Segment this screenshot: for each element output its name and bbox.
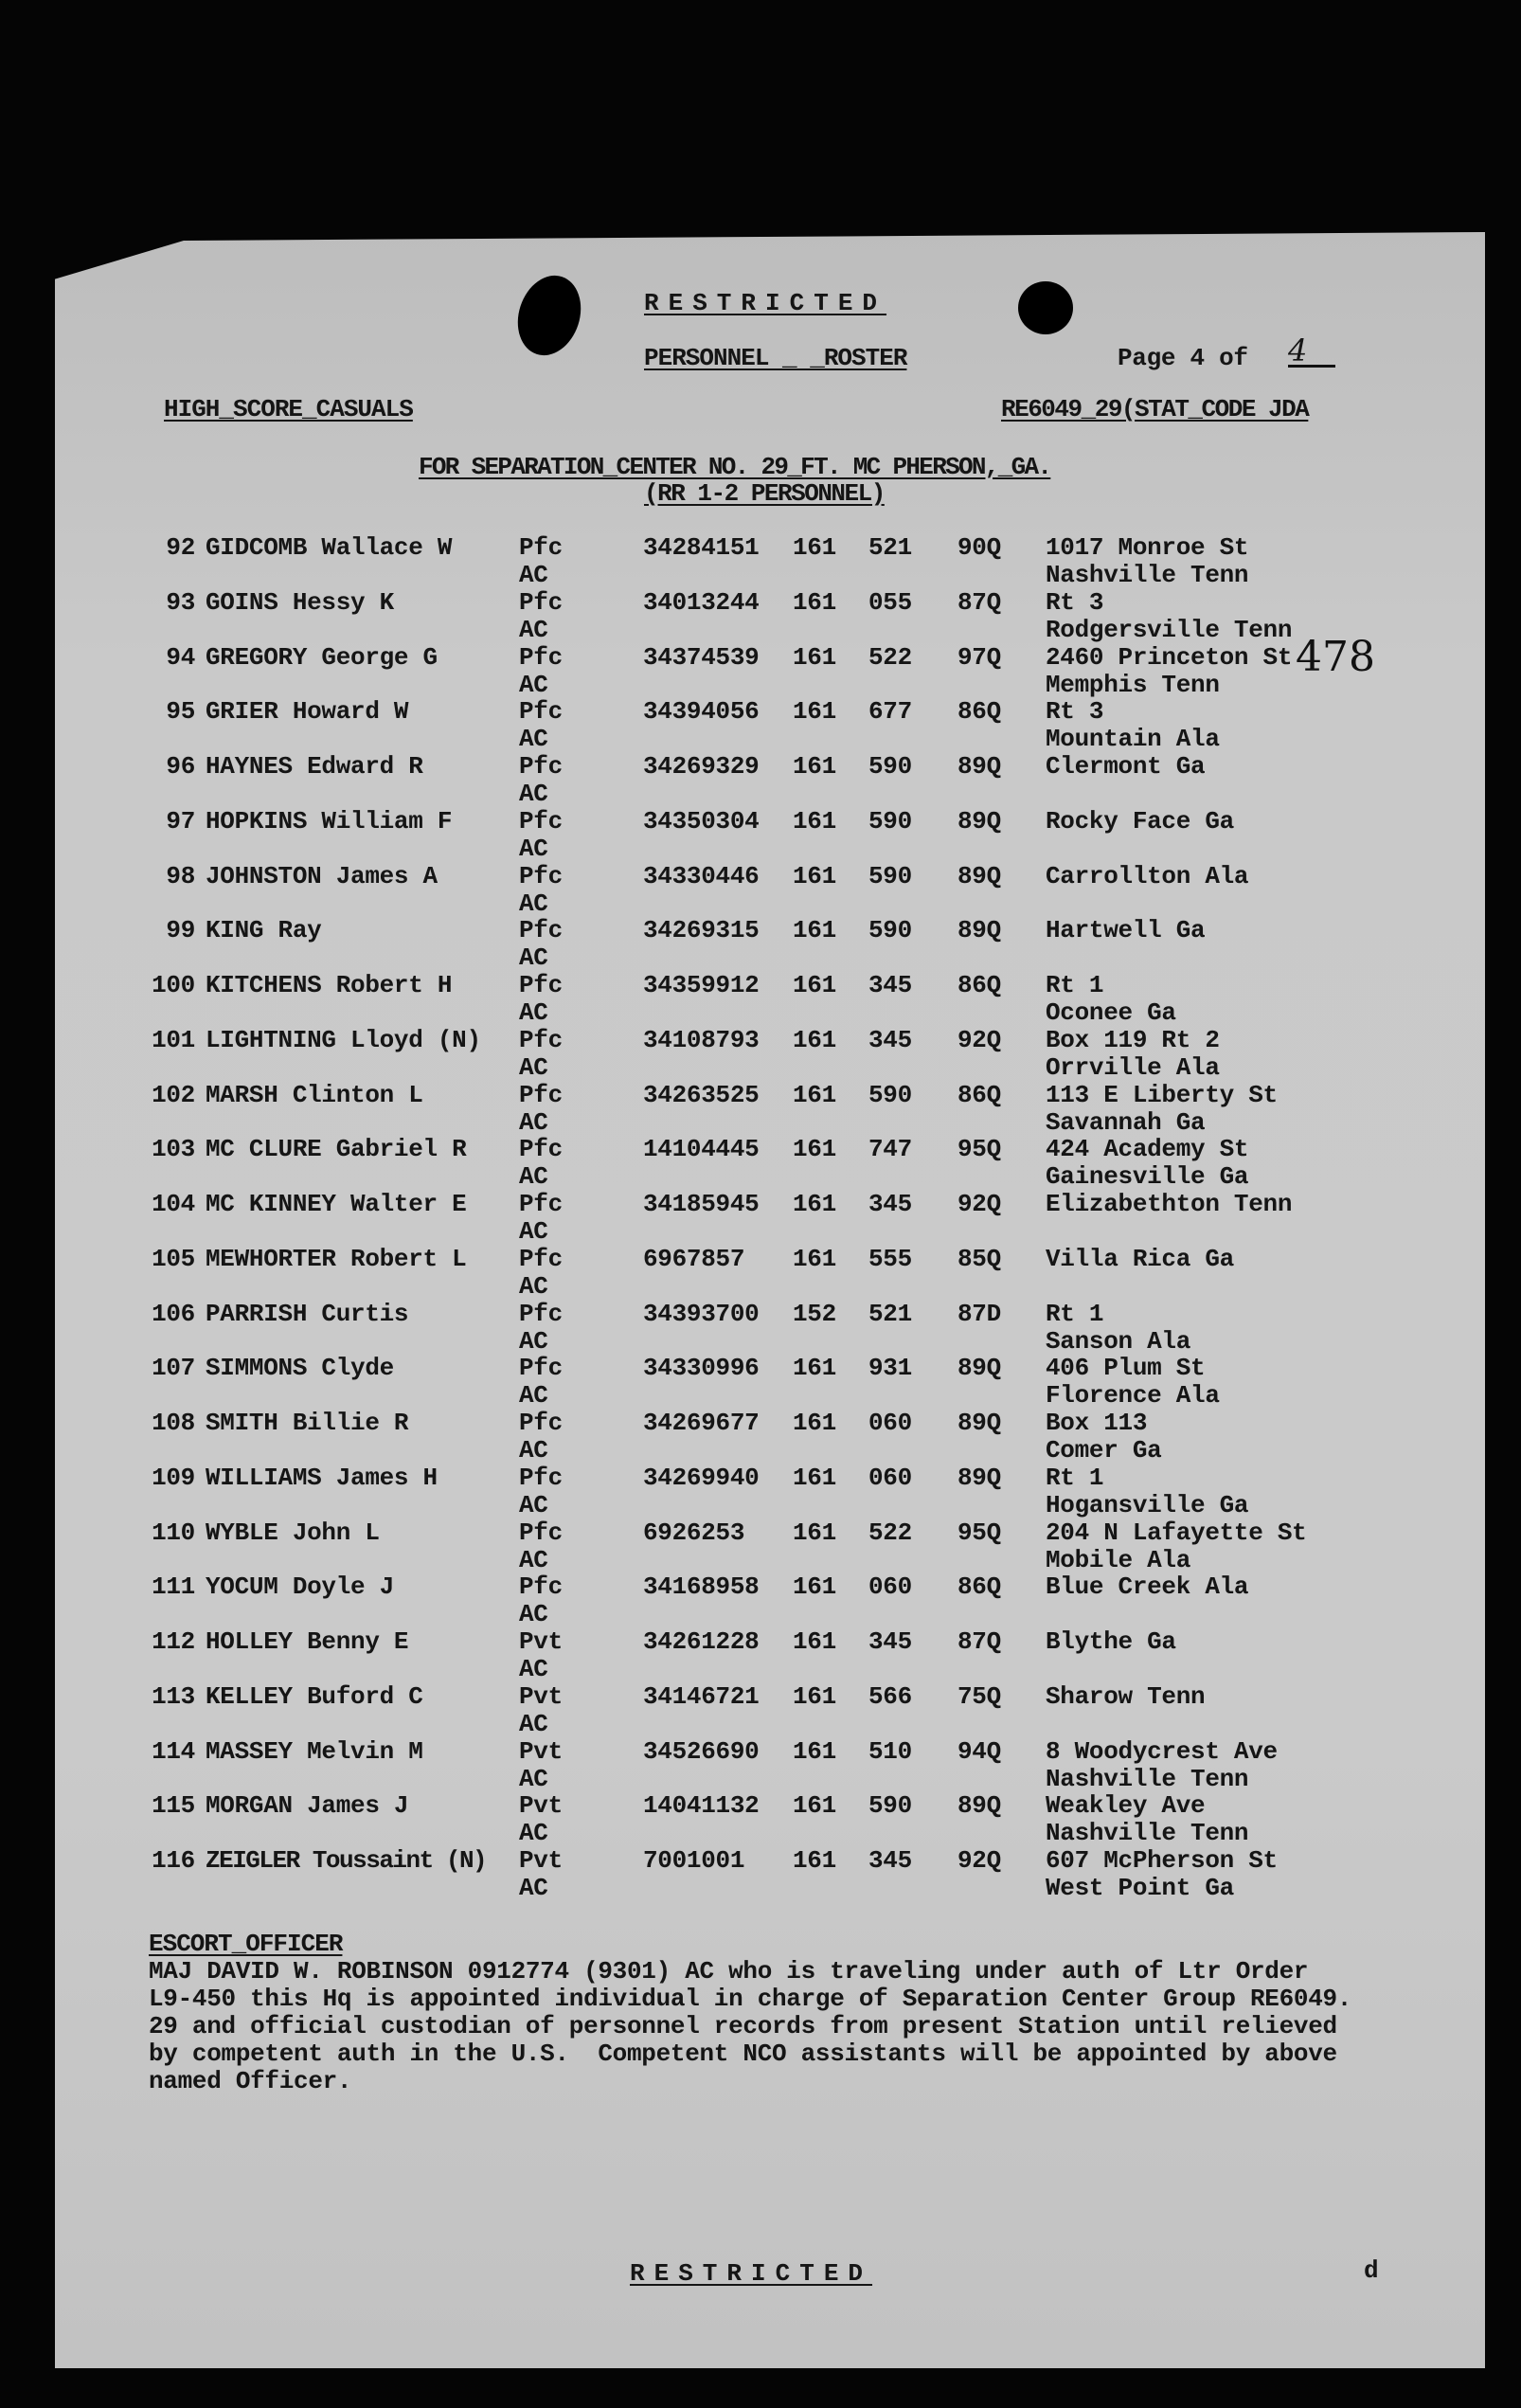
cell-serial: 7001001: [643, 1846, 745, 1875]
cell-c1: 161: [793, 861, 836, 890]
cell-addr1: 204 N Lafayette St: [1046, 1518, 1307, 1547]
unit-name: HIGH_SCORE_CASUALS: [164, 395, 413, 423]
cell-grade: Pfc: [519, 533, 563, 562]
cell-serial: 14104445: [643, 1135, 760, 1164]
cell-branch: AC: [519, 1326, 548, 1356]
cell-name: YOCUM Doyle J: [206, 1572, 394, 1602]
cell-grade: Pfc: [519, 697, 563, 727]
cell-addr2: Comer Ga: [1046, 1436, 1162, 1465]
cell-serial: 34261228: [643, 1627, 760, 1656]
cell-c1: 161: [793, 1135, 836, 1164]
cell-no: 104: [152, 1190, 195, 1218]
cell-addr1: Blythe Ga: [1046, 1627, 1176, 1656]
cell-name: LIGHTNING Lloyd (N): [206, 1025, 481, 1054]
cell-grade: Pfc: [519, 1463, 563, 1492]
cell-serial: 34269677: [643, 1409, 760, 1437]
cell-c3: 89Q: [957, 1463, 1001, 1492]
cell-branch: AC: [519, 1709, 548, 1738]
cell-no: 110: [152, 1518, 195, 1547]
cell-grade: Pvt: [519, 1681, 563, 1711]
cell-c2: 521: [868, 1299, 912, 1328]
cell-c3: 97Q: [957, 642, 1001, 672]
cell-c2: 677: [868, 697, 912, 727]
cell-name: GIDCOMB Wallace W: [206, 533, 453, 562]
document-title: PERSONNEL _ _ROSTER: [644, 344, 907, 372]
cell-name: SIMMONS Clyde: [206, 1354, 394, 1383]
cell-c1: 161: [793, 1190, 836, 1218]
cell-addr1: Rt 1: [1046, 1299, 1104, 1328]
classification-header: RESTRICTED: [644, 289, 887, 317]
cell-c2: 590: [868, 806, 912, 836]
cell-addr1: Rt 3: [1046, 587, 1104, 617]
cell-c3: 89Q: [957, 1354, 1001, 1383]
cell-c3: 89Q: [957, 1791, 1001, 1821]
cell-c1: 161: [793, 1409, 836, 1437]
cell-no: 105: [152, 1244, 195, 1273]
cell-addr2: Mobile Ala: [1046, 1545, 1191, 1574]
cell-serial: 34350304: [643, 806, 760, 836]
cell-addr1: Rt 3: [1046, 697, 1104, 727]
cell-c2: 590: [868, 1791, 912, 1821]
cell-c2: 510: [868, 1736, 912, 1766]
cell-c1: 161: [793, 1736, 836, 1766]
cell-c1: 161: [793, 1681, 836, 1711]
cell-grade: Pfc: [519, 806, 563, 836]
cell-c1: 161: [793, 1025, 836, 1054]
cell-no: 107: [152, 1354, 195, 1383]
destination-line-1: FOR SEPARATION_CENTER NO. 29_FT. MC PHERSON,_GA.: [419, 453, 1051, 481]
cell-branch: AC: [519, 1107, 548, 1137]
cell-no: 116: [152, 1846, 195, 1875]
cell-name: MORGAN James J: [206, 1791, 409, 1821]
cell-name: PARRISH Curtis: [206, 1299, 409, 1328]
cell-grade: Pfc: [519, 1409, 563, 1437]
cell-addr1: 8 Woodycrest Ave: [1046, 1736, 1278, 1766]
escort-line: 29 and official custodian of personnel records from present Station until relieved: [149, 2012, 1337, 2040]
cell-grade: Pfc: [519, 752, 563, 781]
cell-c1: 161: [793, 806, 836, 836]
cell-addr1: Sharow Tenn: [1046, 1681, 1206, 1711]
cell-branch: AC: [519, 1600, 548, 1629]
cell-c2: 345: [868, 1627, 912, 1656]
cell-addr1: 113 E Liberty St: [1046, 1080, 1278, 1109]
cell-branch: AC: [519, 889, 548, 918]
cell-grade: Pvt: [519, 1736, 563, 1766]
cell-no: 102: [152, 1080, 195, 1109]
cell-addr2: Nashville Tenn: [1046, 561, 1249, 589]
cell-serial: 34374539: [643, 642, 760, 672]
page-total-handwritten: 4: [1288, 337, 1335, 368]
cell-name: MC KINNEY Walter E: [206, 1190, 467, 1218]
cell-c1: 161: [793, 1846, 836, 1875]
footer-mark: d: [1364, 2256, 1379, 2285]
cell-grade: Pfc: [519, 971, 563, 999]
cell-c1: 161: [793, 1354, 836, 1383]
cell-addr1: Weakley Ave: [1046, 1791, 1206, 1821]
cell-name: HOLLEY Benny E: [206, 1627, 409, 1656]
cell-grade: Pfc: [519, 1135, 563, 1164]
cell-serial: 14041132: [643, 1791, 760, 1821]
cell-name: HAYNES Edward R: [206, 752, 423, 781]
cell-branch: AC: [519, 1162, 548, 1192]
cell-no: 108: [152, 1409, 195, 1437]
cell-no: 95: [166, 697, 195, 727]
cell-c3: 86Q: [957, 971, 1001, 999]
cell-addr1: Hartwell Ga: [1046, 916, 1206, 945]
cell-c1: 161: [793, 587, 836, 617]
cell-c1: 161: [793, 971, 836, 999]
cell-name: JOHNSTON James A: [206, 861, 438, 890]
cell-no: 98: [166, 861, 195, 890]
cell-addr2: Oconee Ga: [1046, 998, 1176, 1027]
cell-c3: 89Q: [957, 861, 1001, 890]
cell-c1: 161: [793, 916, 836, 945]
cell-serial: 34284151: [643, 533, 760, 562]
cell-no: 100: [152, 971, 195, 999]
cell-no: 111: [152, 1572, 195, 1602]
cell-c3: 92Q: [957, 1846, 1001, 1875]
cell-grade: Pvt: [519, 1627, 563, 1656]
cell-addr2: Savannah Ga: [1046, 1107, 1206, 1137]
escort-line: named Officer.: [149, 2067, 352, 2095]
classification-footer: RESTRICTED: [630, 2259, 873, 2288]
cell-serial: 34013244: [643, 587, 760, 617]
cell-branch: AC: [519, 943, 548, 973]
cell-branch: AC: [519, 834, 548, 863]
cell-addr2: Rodgersville Tenn: [1046, 615, 1293, 644]
cell-no: 114: [152, 1736, 195, 1766]
cell-addr1: Blue Creek Ala: [1046, 1572, 1249, 1602]
cell-name: GRIER Howard W: [206, 697, 409, 727]
cell-addr2: Hogansville Ga: [1046, 1490, 1249, 1519]
cell-c3: 87Q: [957, 587, 1001, 617]
cell-addr1: 2460 Princeton St: [1046, 642, 1293, 672]
cell-grade: Pfc: [519, 1518, 563, 1547]
cell-c3: 92Q: [957, 1190, 1001, 1218]
cell-serial: 34269329: [643, 752, 760, 781]
unit-code: RE6049_29(STAT_CODE JDA: [1001, 395, 1309, 423]
cell-branch: AC: [519, 670, 548, 699]
cell-grade: Pfc: [519, 1299, 563, 1328]
cell-no: 103: [152, 1135, 195, 1164]
cell-branch: AC: [519, 1764, 548, 1793]
cell-no: 92: [166, 533, 195, 562]
cell-branch: AC: [519, 1874, 548, 1902]
cell-grade: Pfc: [519, 861, 563, 890]
cell-c2: 060: [868, 1572, 912, 1602]
cell-c2: 590: [868, 916, 912, 945]
cell-c3: 89Q: [957, 806, 1001, 836]
cell-addr1: 1017 Monroe St: [1046, 533, 1249, 562]
cell-name: WILLIAMS James H: [206, 1463, 438, 1492]
cell-branch: AC: [519, 615, 548, 644]
cell-name: HOPKINS William F: [206, 806, 453, 836]
cell-no: 115: [152, 1791, 195, 1821]
cell-c1: 161: [793, 752, 836, 781]
cell-c1: 161: [793, 1518, 836, 1547]
cell-serial: 6967857: [643, 1244, 745, 1273]
cell-name: KITCHENS Robert H: [206, 971, 453, 999]
cell-name: GREGORY George G: [206, 642, 438, 672]
cell-c3: 85Q: [957, 1244, 1001, 1273]
cell-c1: 161: [793, 1791, 836, 1821]
cell-c3: 75Q: [957, 1681, 1001, 1711]
cell-branch: AC: [519, 1545, 548, 1574]
cell-grade: Pfc: [519, 1080, 563, 1109]
cell-name: SMITH Billie R: [206, 1409, 409, 1437]
cell-c3: 87D: [957, 1299, 1001, 1328]
cell-addr2: Gainesville Ga: [1046, 1162, 1249, 1192]
cell-serial: 34394056: [643, 697, 760, 727]
cell-branch: AC: [519, 561, 548, 589]
cell-grade: Pvt: [519, 1791, 563, 1821]
cell-branch: AC: [519, 725, 548, 754]
cell-addr1: Clermont Ga: [1046, 752, 1206, 781]
cell-addr1: Carrollton Ala: [1046, 861, 1249, 890]
cell-c3: 90Q: [957, 533, 1001, 562]
cell-addr2: Mountain Ala: [1046, 725, 1220, 754]
cell-c2: 060: [868, 1463, 912, 1492]
cell-c2: 345: [868, 1025, 912, 1054]
cell-branch: AC: [519, 1490, 548, 1519]
cell-serial: 34185945: [643, 1190, 760, 1218]
destination-line-2: (RR 1-2 PERSONNEL): [644, 479, 885, 508]
cell-branch: AC: [519, 1819, 548, 1848]
cell-no: 99: [166, 916, 195, 945]
cell-c1: 161: [793, 697, 836, 727]
cell-no: 109: [152, 1463, 195, 1492]
cell-addr1: Box 113: [1046, 1409, 1148, 1437]
cell-name: MARSH Clinton L: [206, 1080, 423, 1109]
cell-addr2: West Point Ga: [1046, 1874, 1234, 1902]
cell-c2: 522: [868, 1518, 912, 1547]
cell-grade: Pfc: [519, 1572, 563, 1602]
cell-addr1: Villa Rica Ga: [1046, 1244, 1234, 1273]
cell-name: KING Ray: [206, 916, 322, 945]
cell-serial: 34108793: [643, 1025, 760, 1054]
cell-c1: 161: [793, 1244, 836, 1273]
cell-c3: 95Q: [957, 1135, 1001, 1164]
cell-c1: 161: [793, 533, 836, 562]
cell-no: 113: [152, 1681, 195, 1711]
cell-c1: 161: [793, 1463, 836, 1492]
cell-branch: AC: [519, 998, 548, 1027]
cell-branch: AC: [519, 1655, 548, 1683]
cell-addr2: Orrville Ala: [1046, 1052, 1220, 1082]
cell-grade: Pfc: [519, 1190, 563, 1218]
cell-branch: AC: [519, 780, 548, 808]
cell-serial: 34330996: [643, 1354, 760, 1383]
cell-c3: 95Q: [957, 1518, 1001, 1547]
cell-grade: Pfc: [519, 1244, 563, 1273]
cell-serial: 34168958: [643, 1572, 760, 1602]
cell-c2: 345: [868, 971, 912, 999]
cell-no: 106: [152, 1299, 195, 1328]
cell-grade: Pfc: [519, 587, 563, 617]
cell-serial: 34263525: [643, 1080, 760, 1109]
cell-addr2: Nashville Tenn: [1046, 1819, 1249, 1848]
cell-addr1: Elizabethton Tenn: [1046, 1190, 1293, 1218]
cell-c1: 152: [793, 1299, 836, 1328]
cell-c1: 161: [793, 1627, 836, 1656]
cell-c2: 345: [868, 1190, 912, 1218]
cell-branch: AC: [519, 1052, 548, 1082]
cell-c3: 89Q: [957, 916, 1001, 945]
cell-name: GOINS Hessy K: [206, 587, 394, 617]
cell-c2: 590: [868, 1080, 912, 1109]
cell-c1: 161: [793, 642, 836, 672]
escort-heading: ESCORT_OFFICER: [149, 1930, 343, 1958]
cell-no: 94: [166, 642, 195, 672]
cell-c2: 555: [868, 1244, 912, 1273]
cell-addr2: Sanson Ala: [1046, 1326, 1191, 1356]
cell-c3: 89Q: [957, 752, 1001, 781]
cell-name: ZEIGLER Toussaint (N): [206, 1846, 487, 1875]
stamp-number: 478: [1296, 633, 1375, 681]
cell-no: 96: [166, 752, 195, 781]
cell-no: 101: [152, 1025, 195, 1054]
cell-c3: 86Q: [957, 697, 1001, 727]
cell-serial: 34269940: [643, 1463, 760, 1492]
cell-name: MEWHORTER Robert L: [206, 1244, 467, 1273]
cell-name: MC CLURE Gabriel R: [206, 1135, 467, 1164]
cell-grade: Pvt: [519, 1846, 563, 1875]
cell-grade: Pfc: [519, 1354, 563, 1383]
cell-no: 112: [152, 1627, 195, 1656]
cell-serial: 34269315: [643, 916, 760, 945]
cell-name: KELLEY Buford C: [206, 1681, 423, 1711]
cell-no: 93: [166, 587, 195, 617]
cell-addr1: Rt 1: [1046, 971, 1104, 999]
cell-serial: 34359912: [643, 971, 760, 999]
cell-c3: 86Q: [957, 1080, 1001, 1109]
cell-c2: 522: [868, 642, 912, 672]
cell-name: WYBLE John L: [206, 1518, 380, 1547]
cell-addr2: Nashville Tenn: [1046, 1764, 1249, 1793]
cell-addr1: 424 Academy St: [1046, 1135, 1249, 1164]
cell-name: MASSEY Melvin M: [206, 1736, 423, 1766]
escort-line: by competent auth in the U.S. Competent NCO assistants will be appointed by above: [149, 2040, 1337, 2068]
cell-addr2: Florence Ala: [1046, 1381, 1220, 1411]
cell-branch: AC: [519, 1217, 548, 1246]
cell-addr1: Box 119 Rt 2: [1046, 1025, 1220, 1054]
cell-addr1: 607 McPherson St: [1046, 1846, 1278, 1875]
cell-c1: 161: [793, 1080, 836, 1109]
cell-c3: 89Q: [957, 1409, 1001, 1437]
cell-c2: 060: [868, 1409, 912, 1437]
cell-c2: 590: [868, 861, 912, 890]
cell-c2: 590: [868, 752, 912, 781]
cell-serial: 34393700: [643, 1299, 760, 1328]
escort-line: L9-450 this Hq is appointed individual in charge of Separation Center Group RE6049.: [149, 1985, 1352, 2013]
cell-branch: AC: [519, 1381, 548, 1411]
cell-c2: 747: [868, 1135, 912, 1164]
cell-c2: 931: [868, 1354, 912, 1383]
cell-c2: 566: [868, 1681, 912, 1711]
cell-c2: 345: [868, 1846, 912, 1875]
cell-no: 97: [166, 806, 195, 836]
cell-serial: 34330446: [643, 861, 760, 890]
cell-addr1: Rocky Face Ga: [1046, 806, 1234, 836]
cell-c3: 87Q: [957, 1627, 1001, 1656]
punch-hole-right: [1018, 281, 1073, 334]
cell-grade: Pfc: [519, 642, 563, 672]
cell-serial: 6926253: [643, 1518, 745, 1547]
cell-addr1: Rt 1: [1046, 1463, 1104, 1492]
cell-addr1: 406 Plum St: [1046, 1354, 1206, 1383]
cell-c3: 86Q: [957, 1572, 1001, 1602]
cell-c2: 055: [868, 587, 912, 617]
page-label: Page 4 of: [1118, 344, 1248, 372]
cell-c2: 521: [868, 533, 912, 562]
cell-grade: Pfc: [519, 916, 563, 945]
cell-serial: 34526690: [643, 1736, 760, 1766]
cell-c3: 92Q: [957, 1025, 1001, 1054]
escort-line: MAJ DAVID W. ROBINSON 0912774 (9301) AC who is traveling under auth of Ltr Order: [149, 1957, 1309, 1986]
cell-grade: Pfc: [519, 1025, 563, 1054]
cell-branch: AC: [519, 1436, 548, 1465]
cell-c1: 161: [793, 1572, 836, 1602]
cell-addr2: Memphis Tenn: [1046, 670, 1220, 699]
cell-c3: 94Q: [957, 1736, 1001, 1766]
cell-serial: 34146721: [643, 1681, 760, 1711]
cell-branch: AC: [519, 1271, 548, 1301]
